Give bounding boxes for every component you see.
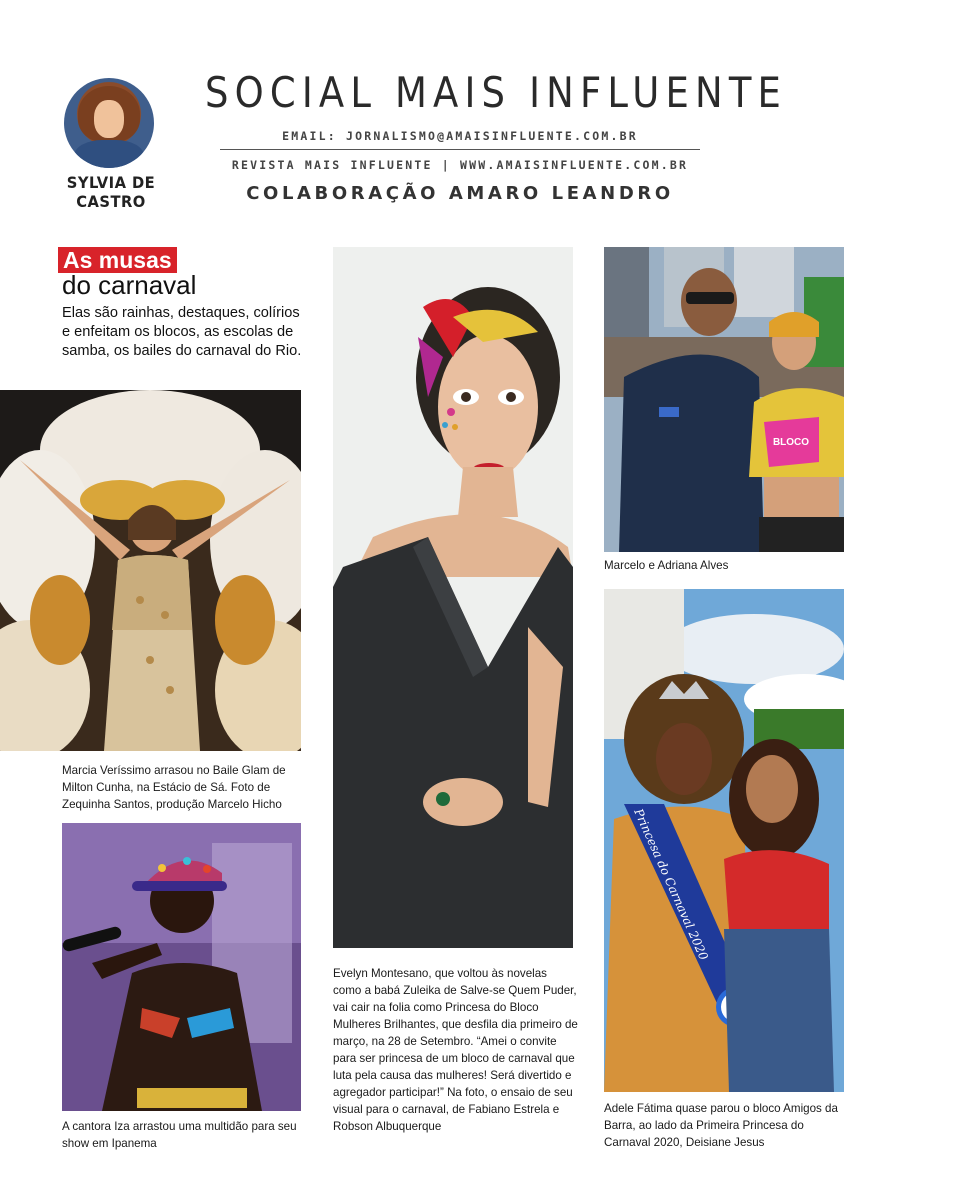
- caption-adele: Adele Fátima quase parou o bloco Amigos da Barra, ao lado da Primeira Princesa do Carnaval 2020, Deisiane Jesus: [604, 1102, 838, 1149]
- photo-iza: [62, 823, 301, 1111]
- caption-iza: A cantora Iza arrastou uma multidão para seu show em Ipanema: [62, 1120, 297, 1150]
- contact-email: EMAIL: JORNALISMO@AMAISINFLUENTE.COM.BR: [282, 129, 638, 143]
- collaboration-credit: COLABORAÇÃO AMARO LEANDRO: [246, 183, 674, 204]
- sash-text: Princesa do Carnaval 2020: [631, 806, 711, 963]
- section-tag: As musas: [58, 247, 177, 273]
- page-title: SOCIAL MAIS INFLUENTE: [205, 68, 788, 117]
- caption-marcia: Marcia Veríssimo arrasou no Baile Glam de Milton Cunha, na Estácio de Sá. Foto de Zequinha Santos, produção Marcelo Hicho: [62, 764, 286, 811]
- caption-evelyn: Evelyn Montesano, que voltou às novelas como a babá Zuleika de Salve-se Quem Puder, vai cair na folia como Princesa do Bloco Mulheres Brilhantes, que desfila dia primeiro de março, na 28 de Setembro. “Amei o convite para ser princesa de um bloco de carnaval que luta pela causa das mulheres! Será divertido e agregador participar!” Na foto, o ensaio de seu visual para o carnaval, de Fabiano Estrela e Robson Albuquerque: [333, 967, 578, 1133]
- photo-adele-fatima: [604, 589, 844, 1092]
- author-avatar: [64, 78, 154, 168]
- header-divider: [220, 149, 700, 150]
- photo-marcelo-adriana: [604, 247, 844, 552]
- caption-marcelo: Marcelo e Adriana Alves: [604, 559, 729, 572]
- section-subhead: do carnaval: [62, 270, 197, 300]
- magazine-site: REVISTA MAIS INFLUENTE | WWW.AMAISINFLUENTE.COM.BR: [231, 158, 689, 172]
- intro-text: Elas são rainhas, destaques, colírios e enfeitam os blocos, as escolas de samba, os bailes do carnaval do Rio.: [62, 305, 302, 359]
- photo-marcia-verissimo: [0, 390, 301, 751]
- shirt-text: BLOCO: [772, 437, 810, 448]
- author-name: SYLVIA DE CASTRO: [66, 173, 156, 211]
- photo-evelyn-montesano: [333, 247, 573, 948]
